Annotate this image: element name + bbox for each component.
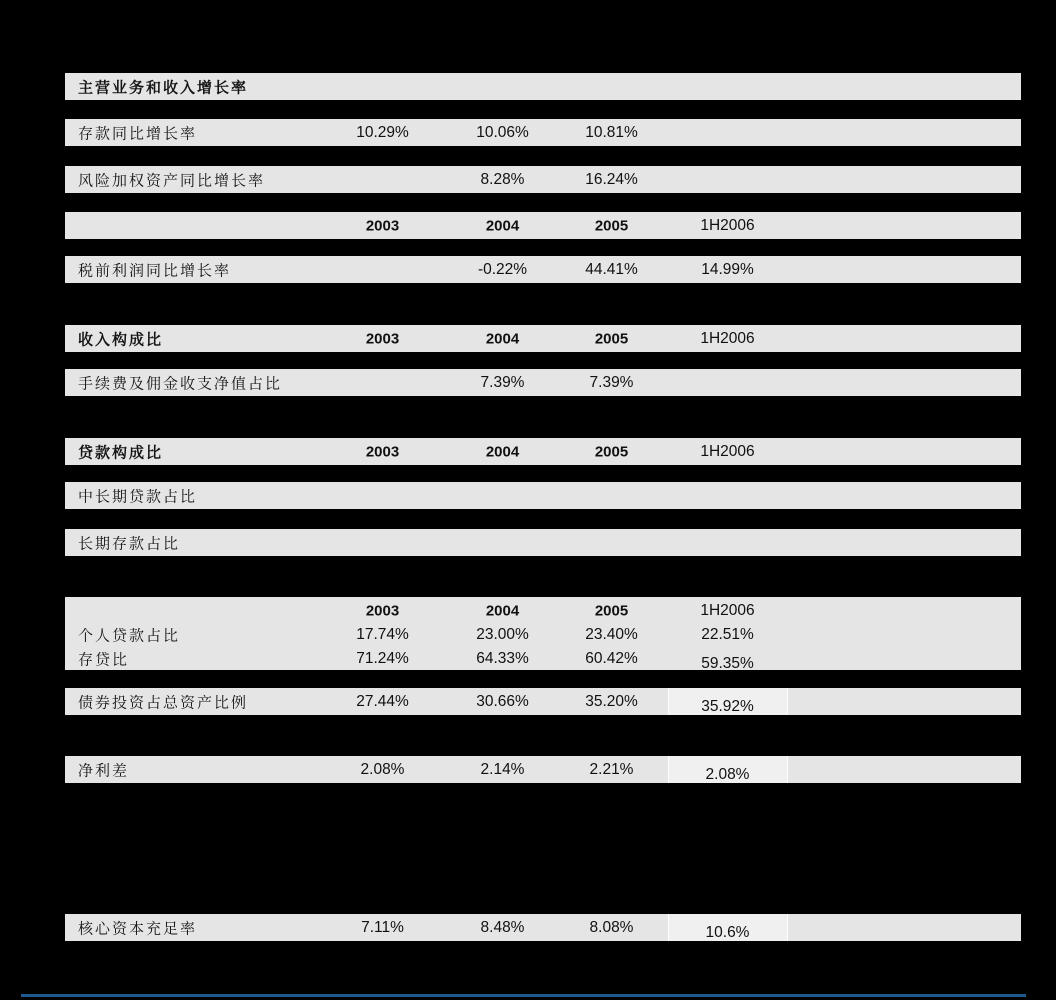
- medium-long-term-loan-ratio-row-label: 中长期贷款占比: [78, 489, 198, 505]
- pretax-profit-yoy-growth-row-col-2004: -0.22%: [477, 260, 528, 278]
- loan-to-deposit-ratio-row-label: 存贷比: [78, 652, 130, 669]
- loan-composition-header-row-col-2003: 2003: [365, 443, 400, 460]
- core-capital-adequacy-ratio-row: [65, 914, 1021, 941]
- years-header-row-line: [65, 212, 1021, 239]
- years-header-row-col-1H2006: 1H2006: [700, 216, 755, 234]
- years-header-row-col-2003: 2003: [365, 217, 400, 234]
- loan-composition-header-row-line: [65, 438, 1021, 465]
- years-header-block-line-col-1H2006: 1H2006: [700, 602, 755, 619]
- risk-weighted-assets-yoy-growth-row-label: 风险加权资产同比增长率: [78, 173, 266, 189]
- years-header-block-line-line: [65, 599, 1021, 623]
- loan-composition-header-row-col-2005: 2005: [594, 443, 629, 460]
- income-composition-header-row-col-2004: 2004: [485, 330, 520, 347]
- fee-commission-net-ratio-row-line: [65, 369, 1021, 396]
- personal-loan-ratio-row-col-2004: 23.00%: [476, 626, 529, 643]
- pretax-profit-yoy-growth-row-line: [65, 256, 1021, 283]
- net-interest-spread-row-col-2004: 2.14%: [480, 760, 525, 778]
- long-term-deposit-ratio-row: [65, 529, 1021, 556]
- loan-composition-header-row-col-2004: 2004: [485, 443, 520, 460]
- loan-to-deposit-ratio-row-col-2004: 64.33%: [476, 650, 529, 667]
- deposit-yoy-growth-row-col-2003: 10.29%: [356, 123, 409, 141]
- net-interest-spread-row: [65, 756, 1021, 783]
- net-interest-spread-row-col-1H2006: 2.08%: [705, 765, 750, 783]
- loan-composition-header-row-col-1H2006: 1H2006: [700, 442, 755, 460]
- fee-commission-net-ratio-row: [65, 369, 1021, 396]
- loan-to-deposit-ratio-row-col-1H2006: 59.35%: [701, 655, 754, 672]
- income-composition-header-row-line: [65, 325, 1021, 352]
- loan-composition-header-row-label: 贷款构成比: [78, 445, 164, 461]
- core-capital-adequacy-ratio-row-label: 核心资本充足率: [78, 921, 198, 937]
- pretax-profit-yoy-growth-row: [65, 256, 1021, 283]
- risk-weighted-assets-yoy-growth-row-col-2005: 16.24%: [585, 170, 638, 188]
- income-composition-header-row: [65, 325, 1021, 352]
- core-capital-adequacy-ratio-row-line: [65, 914, 1021, 941]
- bond-investment-to-assets-row-col-2005: 35.20%: [585, 692, 638, 710]
- bond-investment-to-assets-row-label: 债券投资占总资产比例: [78, 695, 249, 711]
- income-composition-header-row-col-2003: 2003: [365, 330, 400, 347]
- core-capital-adequacy-ratio-row-col-1H2006: 10.6%: [705, 923, 750, 941]
- loan-composition-header-row: [65, 438, 1021, 465]
- main-business-income-growth-header-line: [65, 73, 1021, 100]
- years-header-block-line-col-2004: 2004: [485, 602, 520, 620]
- personal-loan-block: [65, 597, 1021, 670]
- deposit-yoy-growth-row-label: 存款同比增长率: [78, 126, 198, 142]
- medium-long-term-loan-ratio-row-line: [65, 482, 1021, 509]
- personal-loan-ratio-row-col-2005: 23.40%: [585, 626, 638, 643]
- bond-investment-to-assets-row: [65, 688, 1021, 715]
- core-capital-adequacy-ratio-row-col-2004: 8.48%: [480, 918, 525, 936]
- deposit-yoy-growth-row-line: [65, 119, 1021, 146]
- loan-to-deposit-ratio-row-col-2005: 60.42%: [585, 650, 638, 667]
- core-capital-adequacy-ratio-row-col-2005: 8.08%: [589, 918, 634, 936]
- net-interest-spread-row-col-2005: 2.21%: [589, 760, 634, 778]
- years-header-block-line-col-2003: 2003: [365, 602, 400, 620]
- years-header-row-col-2005: 2005: [594, 217, 629, 234]
- personal-loan-ratio-row-line: [65, 623, 1021, 647]
- bond-investment-to-assets-row-line: [65, 688, 1021, 715]
- bond-investment-to-assets-row-col-2003: 27.44%: [356, 692, 409, 710]
- personal-loan-ratio-row-col-1H2006: 22.51%: [701, 626, 754, 643]
- medium-long-term-loan-ratio-row: [65, 482, 1021, 509]
- years-header-block-line-col-2005: 2005: [594, 602, 629, 620]
- main-business-income-growth-header-label: 主营业务和收入增长率: [78, 80, 249, 96]
- long-term-deposit-ratio-row-label: 长期存款占比: [78, 536, 181, 552]
- years-header-row: [65, 212, 1021, 239]
- personal-loan-ratio-row-col-2003: 17.74%: [356, 626, 409, 643]
- pretax-profit-yoy-growth-row-col-2005: 44.41%: [585, 260, 638, 278]
- loan-to-deposit-ratio-row-col-2003: 71.24%: [356, 650, 409, 667]
- pretax-profit-yoy-growth-row-col-1H2006: 14.99%: [701, 260, 754, 278]
- income-composition-header-row-col-1H2006: 1H2006: [700, 329, 755, 347]
- income-composition-header-row-label: 收入构成比: [78, 332, 164, 348]
- income-composition-header-row-col-2005: 2005: [594, 330, 629, 347]
- fee-commission-net-ratio-row-col-2005: 7.39%: [589, 373, 634, 391]
- long-term-deposit-ratio-row-line: [65, 529, 1021, 556]
- personal-loan-ratio-row-label: 个人贷款占比: [78, 628, 181, 645]
- risk-weighted-assets-yoy-growth-row-col-2004: 8.28%: [480, 170, 525, 188]
- pretax-profit-yoy-growth-row-label: 税前利润同比增长率: [78, 263, 232, 279]
- deposit-yoy-growth-row-col-2005: 10.81%: [585, 123, 638, 141]
- risk-weighted-assets-yoy-growth-row: [65, 166, 1021, 193]
- net-interest-spread-row-line: [65, 756, 1021, 783]
- risk-weighted-assets-yoy-growth-row-line: [65, 166, 1021, 193]
- bond-investment-to-assets-row-col-2004: 30.66%: [476, 692, 529, 710]
- core-capital-adequacy-ratio-row-col-2003: 7.11%: [361, 918, 404, 936]
- bond-investment-to-assets-row-col-1H2006: 35.92%: [701, 697, 754, 715]
- loan-to-deposit-ratio-row-line: [65, 647, 1021, 671]
- fee-commission-net-ratio-row-col-2004: 7.39%: [480, 373, 525, 391]
- years-header-row-col-2004: 2004: [485, 217, 520, 234]
- deposit-yoy-growth-row: [65, 119, 1021, 146]
- deposit-yoy-growth-row-col-2004: 10.06%: [476, 123, 529, 141]
- net-interest-spread-row-col-2003: 2.08%: [360, 760, 405, 778]
- footer-accent-line: [21, 994, 1026, 997]
- net-interest-spread-row-label: 净利差: [78, 763, 130, 779]
- fee-commission-net-ratio-row-label: 手续费及佣金收支净值占比: [78, 376, 283, 392]
- main-business-income-growth-header: [65, 73, 1021, 100]
